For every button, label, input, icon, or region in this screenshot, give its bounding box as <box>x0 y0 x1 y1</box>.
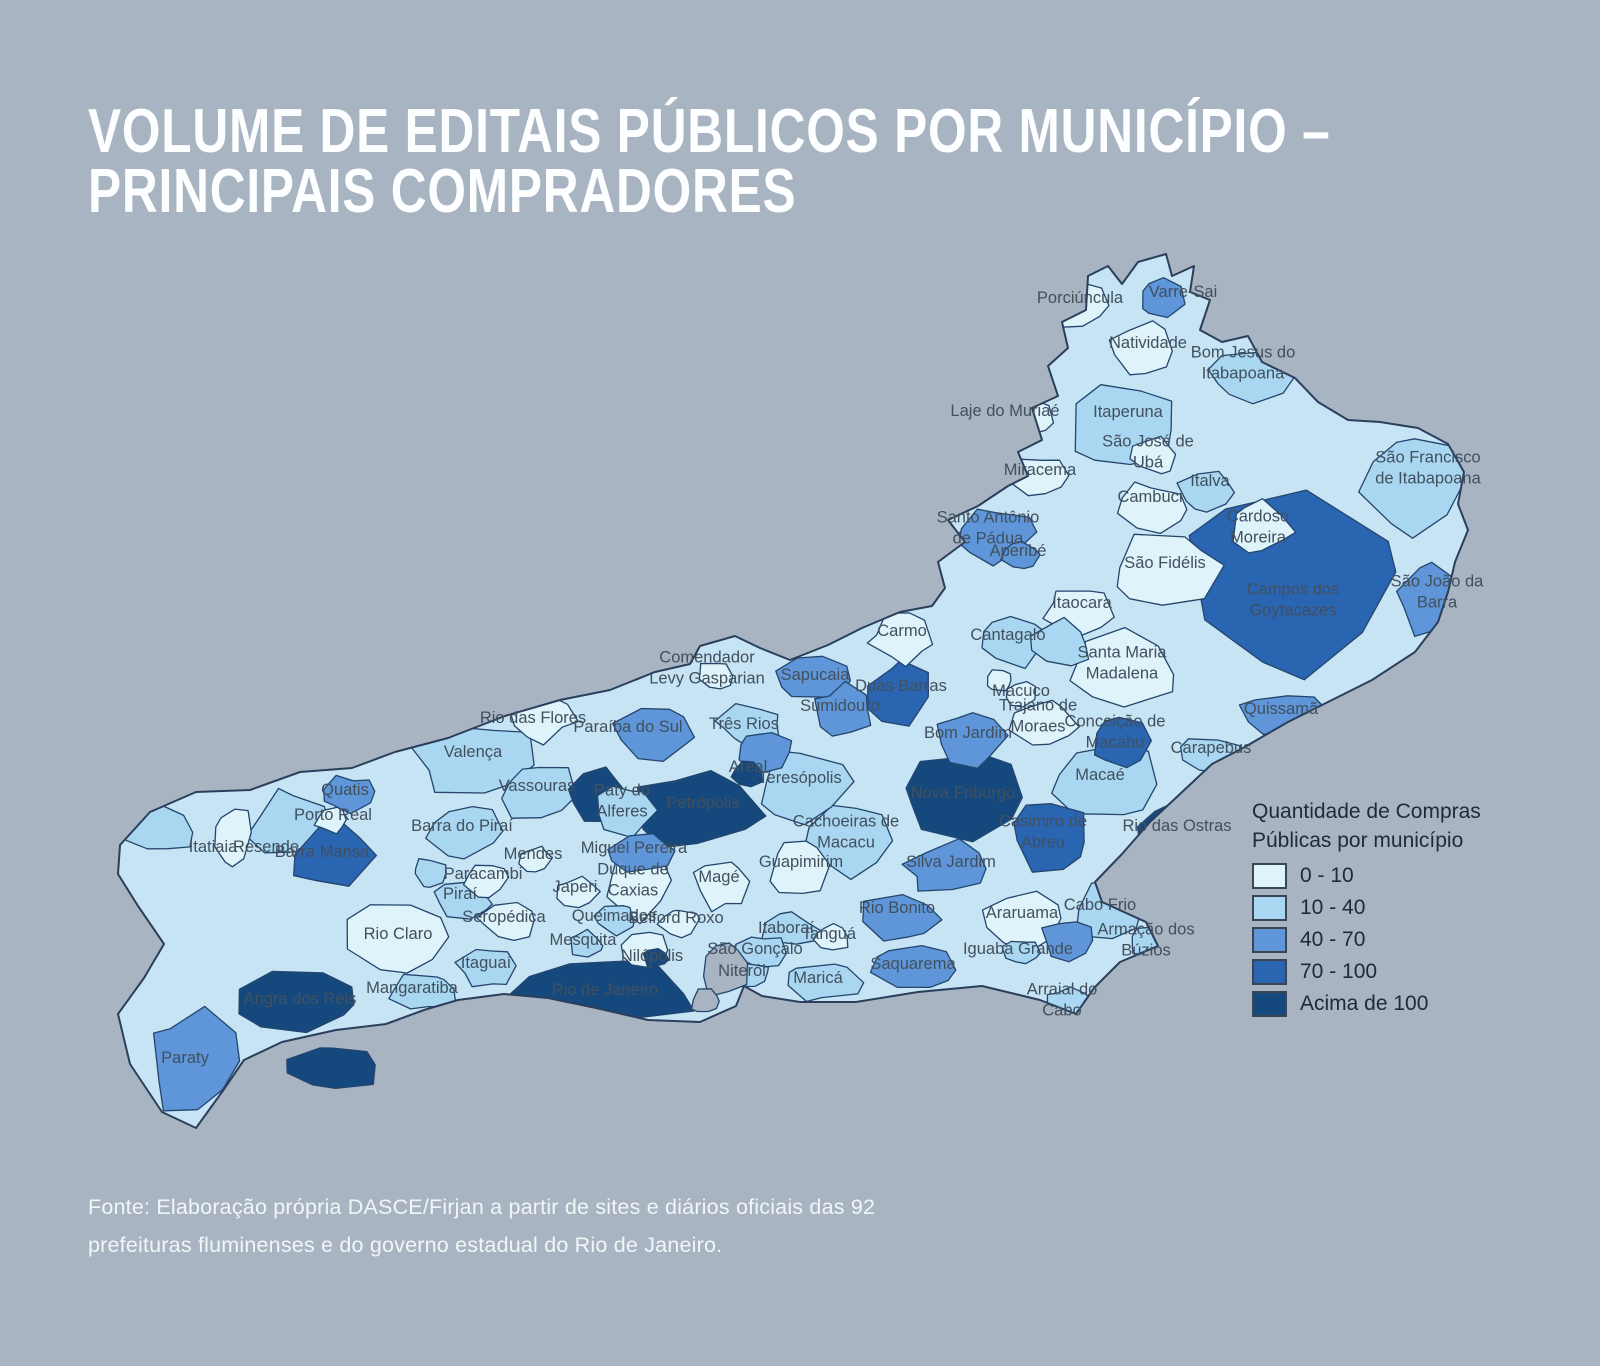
region <box>287 1048 375 1089</box>
legend-label: 10 - 40 <box>1300 895 1366 919</box>
municipality-label: Santa Maria Madalena <box>1077 643 1167 683</box>
legend-swatch <box>1252 927 1287 953</box>
legend-item <box>1252 960 1512 983</box>
municipality-label: São Gonçalo <box>707 940 803 958</box>
municipality-label: Italva <box>1190 472 1230 490</box>
municipality-label: Itaperuna <box>1093 403 1163 421</box>
legend-label: 70 - 100 <box>1300 959 1378 983</box>
legend-swatch <box>1252 991 1287 1017</box>
municipality-label: Arraial do Cabo <box>1026 980 1098 1020</box>
source-note <box>88 1188 875 1264</box>
municipality-label: Mesquita <box>549 931 617 949</box>
source-line-1: Fonte: Elaboração própria DASCE/Firjan a partir de sites e diários oficiais das 92 <box>88 1195 876 1219</box>
municipality-label: Nilópolis <box>620 947 684 965</box>
municipality-label: São José de Ubá <box>1102 432 1194 472</box>
legend-label: 0 - 10 <box>1300 863 1354 887</box>
title-line-2: PRINCIPAIS COMPRADORES <box>88 157 797 226</box>
municipality-label: Laje do Muriaé <box>950 402 1060 420</box>
page-title <box>88 97 1331 226</box>
municipality-label: Niterói <box>718 962 766 980</box>
municipality-label: Mangaratiba <box>366 979 458 997</box>
municipality-label: Comendador Levy Gasparian <box>649 648 765 688</box>
legend-title-line-1: Quantidade de Compras <box>1252 800 1481 823</box>
municipality-label: Rio das Flores <box>479 709 587 727</box>
municipality-label: Cardoso Moreira <box>1226 507 1290 547</box>
source-line-2: prefeituras fluminenses e do governo estadual do Rio de Janeiro. <box>88 1233 723 1257</box>
municipality-label: Varre-Sai <box>1148 283 1218 301</box>
municipality-label: Paty do Alferes <box>594 781 650 821</box>
legend-item <box>1252 896 1512 919</box>
legend-item <box>1252 864 1512 887</box>
municipality-label: Barra Mansa <box>274 843 370 861</box>
municipality-label: Duas Barras <box>855 677 947 695</box>
municipality-label: Porciúncula <box>1036 289 1124 307</box>
municipality-label: Cabo Frio <box>1063 896 1137 914</box>
municipality-label: Tanguá <box>801 925 857 943</box>
municipality-label: Itaboraí <box>758 919 814 937</box>
municipality-label: Carapebus <box>1170 739 1252 757</box>
municipality-label: São Fidélis <box>1124 554 1206 572</box>
municipality-label: Areal <box>728 758 768 776</box>
legend-items <box>1252 864 1512 1015</box>
municipality-label: Natividade <box>1109 334 1187 352</box>
municipality-label: Quatis <box>321 781 369 799</box>
municipality-label: Paracambi <box>443 865 523 883</box>
municipality-label: Porto Real <box>294 806 372 824</box>
municipality-label: Sapucaia <box>780 666 850 684</box>
municipality-label: Japeri <box>552 878 598 896</box>
municipality-label: Casimiro de Abreu <box>998 812 1088 852</box>
municipality-label: Rio Claro <box>363 925 433 943</box>
municipality-label: Aperibé <box>989 542 1047 560</box>
municipality-label: Três Rios <box>709 715 779 733</box>
municipality-label: Bom Jardim <box>923 724 1013 742</box>
municipality-label: Bom Jesus do Itabapoana <box>1190 343 1296 383</box>
municipality-label: Mendes <box>503 845 563 863</box>
municipality-label: Itaocara <box>1052 594 1112 612</box>
municipality-label: Quissamã <box>1243 700 1319 718</box>
municipality-label: Magé <box>698 868 740 886</box>
legend-item <box>1252 992 1512 1015</box>
municipality-label: Conceição de Macabu <box>1064 712 1166 752</box>
legend-item <box>1252 928 1512 951</box>
legend-title-line-2: Públicas por município <box>1252 829 1464 852</box>
municipality-label: Barra do Piraí <box>411 817 513 835</box>
municipality-label: Silva Jardim <box>906 853 996 871</box>
municipality-label: Campos dos Goytacazes <box>1246 580 1340 620</box>
legend-swatch <box>1252 895 1287 921</box>
municipality-label: São João da Barra <box>1390 572 1484 612</box>
municipality-label: Araruama <box>985 904 1059 922</box>
municipality-label: Trajano de Moraes <box>998 696 1078 736</box>
municipality-label: Queimados <box>571 907 657 925</box>
municipality-label: Nova Friburgo <box>910 784 1016 802</box>
municipality-label: Iguaba Grande <box>962 940 1074 958</box>
municipality-label: Petrópolis <box>666 794 740 812</box>
municipality-label: Sumidouro <box>800 697 880 715</box>
municipality-label: Miracema <box>1003 461 1077 479</box>
municipality-label: Armação dos Búzios <box>1097 920 1195 960</box>
municipality-label: Piraí <box>443 885 477 903</box>
municipality-label: Cambuci <box>1117 488 1183 506</box>
municipality-label: Rio de Janeiro <box>551 981 659 999</box>
municipality-label: Santo Antônio de Pádua <box>936 508 1040 548</box>
municipality-label: Paraíba do Sul <box>573 718 683 736</box>
municipality-label: Teresópolis <box>758 769 842 787</box>
legend-swatch <box>1252 959 1287 985</box>
municipality-label: Rio Bonito <box>858 899 936 917</box>
municipality-label: Miguel Pereira <box>580 839 688 857</box>
municipality-label: Cachoeiras de Macacu <box>792 812 900 852</box>
municipality-label: Seropédica <box>462 908 546 926</box>
municipality-label: São Francisco de Itabapoana <box>1375 448 1481 488</box>
municipality-label: Cantagalo <box>970 626 1046 644</box>
municipality-label: Macaé <box>1075 766 1125 784</box>
municipality-label: Rio das Ostras <box>1122 817 1232 835</box>
municipality-label: Guapimirim <box>758 853 844 871</box>
municipality-label: Saquarema <box>870 955 956 973</box>
municipality-label: Duque de Caxias <box>597 860 669 900</box>
municipality-label: Maricá <box>793 969 843 987</box>
municipality-label: Itaguaí <box>460 954 512 972</box>
municipality-label: Carmo <box>877 622 927 640</box>
municipality-label: Vassouras <box>498 777 576 795</box>
municipality-label: Itatiaia <box>188 838 238 856</box>
legend-title <box>1252 797 1512 855</box>
title-line-1: VOLUME DE EDITAIS PÚBLICOS POR MUNICÍPIO – <box>88 97 1331 166</box>
municipality-label: Paraty <box>161 1049 209 1067</box>
municipality-label: Macuco <box>992 682 1050 700</box>
municipality-label: Resende <box>232 838 300 856</box>
municipality-label: Valença <box>443 743 503 761</box>
legend <box>1252 797 1512 1015</box>
legend-label: Acima de 100 <box>1300 991 1429 1015</box>
legend-swatch <box>1252 863 1287 889</box>
municipality-label: Angra dos Reis <box>243 990 357 1008</box>
municipality-label: Belford Roxo <box>628 909 724 927</box>
legend-label: 40 - 70 <box>1300 927 1366 951</box>
